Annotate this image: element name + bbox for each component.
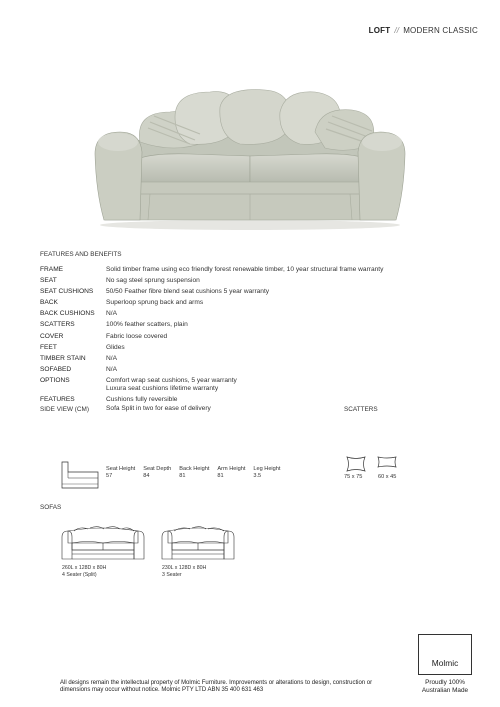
spec-value: Glides: [106, 343, 125, 351]
spec-row: [40, 396, 383, 415]
side-view-measures: [106, 466, 288, 479]
sofa-desc: 3 Seater: [162, 571, 182, 578]
spec-value: Solid timber frame using eco friendly forest renewable timber, 10 year structural frame warranty: [106, 266, 384, 273]
spec-value: N/A: [106, 365, 117, 373]
side-view-label: SIDE VIEW (CM): [40, 406, 89, 413]
measure-label: Seat Height: [106, 466, 136, 472]
sofa-desc: 4 Seater (Split): [62, 571, 97, 578]
spec-row: [40, 321, 383, 332]
sofa-4-seater-drawing: [58, 523, 148, 563]
spec-key: FEATURES: [40, 396, 75, 404]
spec-value-line: Luxura seat cushions lifetime warranty: [106, 385, 219, 393]
spec-key: SEAT CUSHIONS: [40, 288, 94, 296]
features-title: FEATURES AND BENEFITS: [40, 251, 122, 258]
brand-name: LOFT: [368, 26, 391, 35]
sofa-3-seater-drawing: [158, 523, 238, 563]
spec-key: BACK: [40, 299, 58, 307]
footer-disclaimer: All designs remain the intellectual property of Molmic Furniture. Improvements or alterations to design, construction or dimensions may occur without notice. Molmic PTY LTD ABN 35 400 631 463: [60, 680, 373, 694]
sofa-caption: [62, 565, 106, 578]
spec-key: OPTIONS: [40, 376, 70, 384]
measure-label: Leg Height: [253, 466, 281, 472]
spec-value-line: Sofa Split in two for ease of delivery: [106, 404, 211, 412]
spec-value: 50/50 Feather fibre blend seat cushions 5 year warranty: [106, 288, 270, 296]
spec-key: BACK CUSHIONS: [40, 310, 95, 318]
scatter-rect-icon: [376, 455, 398, 469]
logo-text: Molmic: [431, 658, 459, 668]
spec-key: FRAME: [40, 266, 64, 273]
sofa-dims: 230L x 128D x 80H: [162, 565, 207, 571]
spec-row: [40, 333, 383, 344]
molmic-logo: [418, 634, 472, 675]
measure-value: 81: [217, 473, 224, 479]
measure-value: 84: [143, 473, 150, 479]
spec-key: COVER: [40, 332, 64, 340]
spec-value: No sag steel sprung suspension: [106, 277, 200, 285]
spec-row: [40, 355, 383, 366]
spec-row: [40, 344, 383, 355]
measure-value: 57: [106, 473, 113, 479]
scatters-label: SCATTERS: [344, 406, 378, 413]
spec-row: [40, 277, 383, 288]
measure-leg-height: [253, 466, 280, 479]
tagline-line: Proudly 100%: [425, 679, 465, 686]
spec-value: Fabric loose covered: [106, 332, 168, 340]
measure-seat-height: [106, 466, 135, 479]
spec-key: SCATTERS: [40, 321, 75, 329]
spec-value: [106, 377, 383, 396]
spec-row: [40, 366, 383, 377]
spec-row: [40, 377, 383, 396]
measure-value: 81: [179, 473, 186, 479]
spec-table: [40, 266, 383, 416]
spec-row: [40, 299, 383, 310]
spec-value: N/A: [106, 354, 117, 362]
spec-value: Superloop sprung back and arms: [106, 299, 204, 307]
measure-arm-height: [217, 466, 245, 479]
measure-label: Back Height: [179, 466, 210, 472]
spec-value-line: Cushions fully reversible: [106, 396, 178, 404]
spec-row: [40, 310, 383, 321]
spec-key: SEAT: [40, 277, 57, 285]
side-view-diagram: [60, 460, 100, 490]
page-header: [369, 26, 478, 35]
sofa-photo: [90, 82, 410, 232]
spec-value: 100% feather scatters, plain: [106, 321, 188, 329]
spec-value: [106, 396, 383, 415]
measure-label: Arm Height: [217, 466, 246, 472]
spec-key: FEET: [40, 343, 57, 351]
scatter-size: 75 x 75: [344, 474, 363, 480]
measure-value: 3.5: [253, 473, 262, 479]
header-separator: //: [394, 26, 400, 35]
spec-key: SOFABED: [40, 365, 72, 373]
spec-row: [40, 266, 383, 277]
spec-value: N/A: [106, 310, 117, 318]
measure-seat-depth: [143, 466, 171, 479]
sofas-label: SOFAS: [40, 504, 62, 511]
spec-key: TIMBER STAIN: [40, 354, 86, 362]
tagline-line: Australian Made: [421, 686, 469, 694]
scatter-size: 60 x 45: [378, 474, 397, 480]
measure-back-height: [179, 466, 209, 479]
spec-value-line: Comfort wrap seat cushions, 5 year warranty: [106, 376, 237, 384]
sofa-dims: 260L x 128D x 80H: [62, 565, 107, 571]
collection-name: MODERN CLASSIC: [403, 26, 478, 35]
measure-label: Seat Depth: [143, 466, 172, 472]
tagline: [404, 679, 486, 694]
spec-row: [40, 288, 383, 299]
sofa-caption: [162, 565, 206, 578]
scatter-square-icon: [345, 455, 367, 473]
